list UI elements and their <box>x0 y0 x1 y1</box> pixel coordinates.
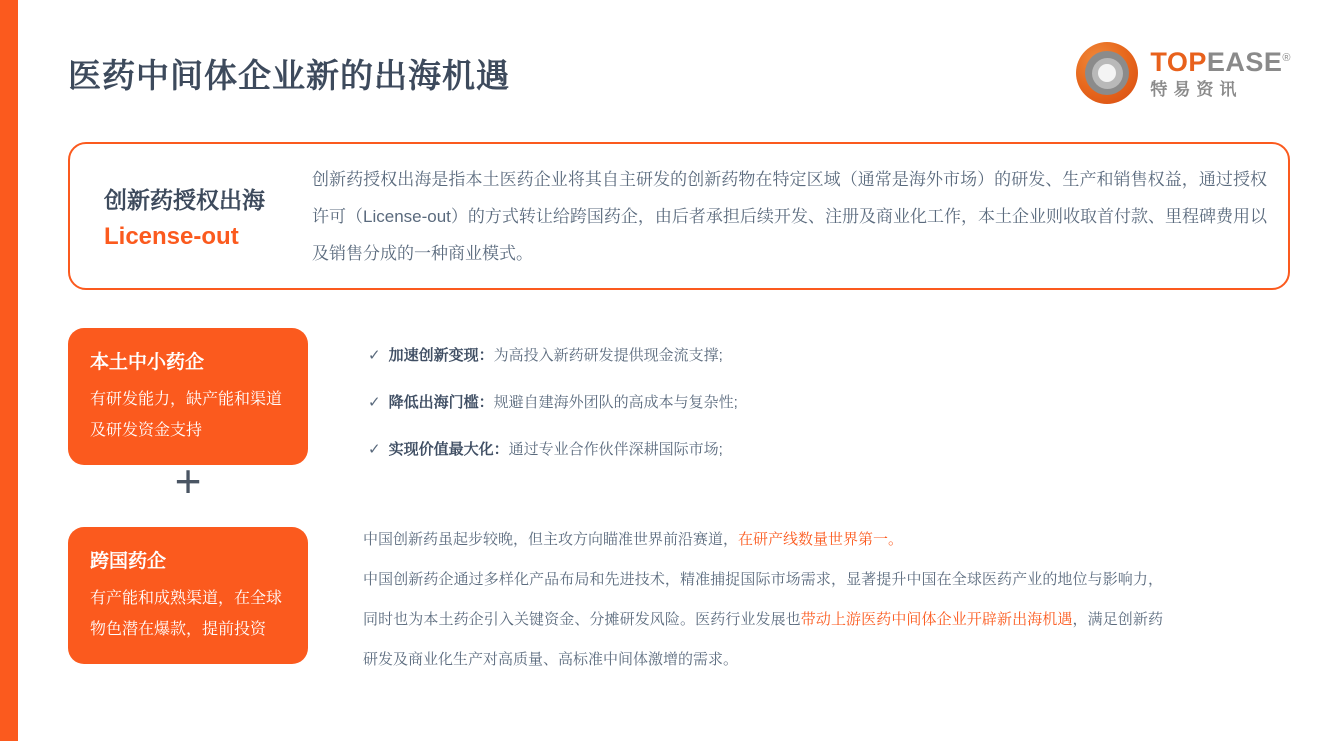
local-pharma-card-title: 本土中小药企 <box>90 352 205 373</box>
registered-trademark-icon: ® <box>1282 51 1291 64</box>
logo-brand-top: TOP <box>1150 46 1207 77</box>
logo-text <box>1150 46 1291 99</box>
logo-circle-icon <box>1076 42 1138 104</box>
summary-p1-highlight: 在研产线数量世界第一。 <box>738 531 904 548</box>
logo-ring-outer <box>1085 51 1129 95</box>
logo-core <box>1098 64 1116 82</box>
benefit-item-text <box>389 391 738 412</box>
license-out-definition-box <box>68 142 1290 290</box>
benefit-item <box>368 391 738 412</box>
benefit-item <box>368 344 738 365</box>
logo-brand-ease: EASE <box>1206 46 1283 77</box>
plus-sign: + <box>174 455 202 507</box>
license-out-description: 创新药授权出海是指本土医药企业将其自主研发的创新药物在特定区域（通常是海外市场）的研发、生产和销售权益，通过授权许可（License-out）的方式转让给跨国药企，由后者承担后续开发、注册及商业化工作，本土企业则收取首付款、里程碑费用以及销售分成的一种商业模式。 <box>312 169 1267 263</box>
benefit-detail: 通过专业合作伙伴深耕国际市场; <box>508 441 723 458</box>
logo-brand-en <box>1150 46 1291 77</box>
page-title: 医药中间体企业新的出海机遇 <box>68 57 510 94</box>
checkmark-icon: ✓ <box>368 394 381 411</box>
checkmark-icon: ✓ <box>368 347 381 364</box>
local-pharma-card <box>68 328 308 465</box>
market-summary <box>363 520 1163 680</box>
license-out-label <box>70 182 312 251</box>
summary-p2-highlight: 带动上游医药中间体企业开辟新出海机遇 <box>800 611 1073 628</box>
license-out-label-en: License-out <box>104 222 239 250</box>
benefit-item <box>368 438 738 459</box>
logo-brand-cn: 特易资讯 <box>1150 79 1243 99</box>
summary-p2-text-a: 中国创新药企通过多样化产品布局和先进技术，精准捕捉国际市场需求，显著提升中国在全球医药产业的地位与影响力，同时也为本土药企引入关键资金、分摊研发风险。医药行业发展也 <box>363 571 1163 628</box>
summary-paragraph-1 <box>363 520 1163 560</box>
benefit-label: 加速创新变现： <box>388 347 494 364</box>
benefit-label: 降低出海门槛： <box>388 394 494 411</box>
benefit-detail: 为高投入新药研发提供现金流支撑; <box>493 347 723 364</box>
summary-p1-text: 中国创新药虽起步较晚，但主攻方向瞄准世界前沿赛道， <box>363 531 739 548</box>
logo-ring-inner <box>1092 58 1123 89</box>
mnc-pharma-card-title: 跨国药企 <box>90 551 167 572</box>
checkmark-icon: ✓ <box>368 441 381 458</box>
mnc-pharma-card-description: 有产能和成熟渠道，在全球物色潜在爆款，提前投资 <box>90 590 283 638</box>
benefits-list <box>368 344 738 485</box>
summary-paragraph-2 <box>363 560 1163 680</box>
mnc-pharma-card <box>68 527 308 664</box>
local-pharma-card-description: 有研发能力，缺产能和渠道及研发资金支持 <box>90 391 283 439</box>
benefit-item-text <box>389 438 723 459</box>
license-out-label-cn: 创新药授权出海 <box>104 186 265 213</box>
summary-p2-text-b: ，满足创新药研发及商业化生产对高质量、高标准中间体激增的需求。 <box>363 611 1163 668</box>
benefit-label: 实现价值最大化： <box>388 441 509 458</box>
company-logo <box>1076 42 1291 104</box>
benefit-item-text <box>389 344 723 365</box>
left-accent-bar <box>0 0 18 741</box>
benefit-detail: 规避自建海外团队的高成本与复杂性; <box>493 394 738 411</box>
